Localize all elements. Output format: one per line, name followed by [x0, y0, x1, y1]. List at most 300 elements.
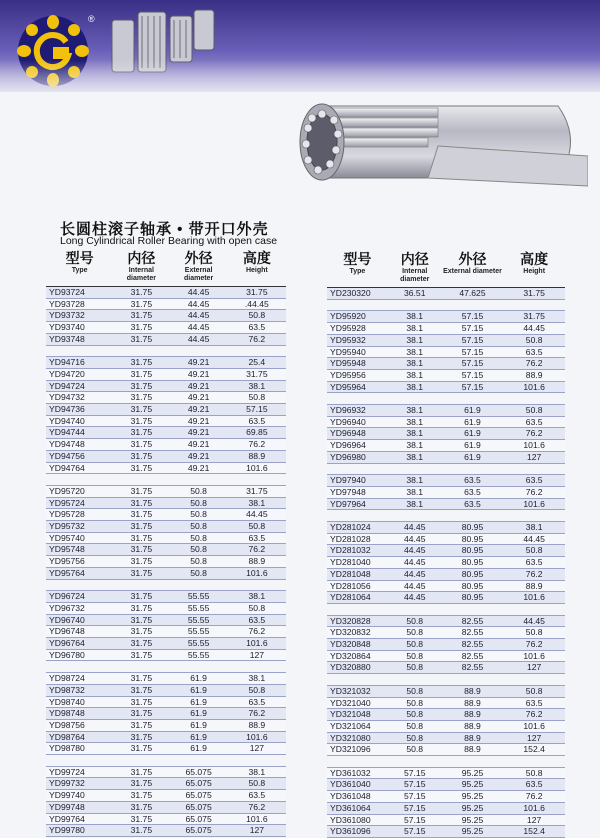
cell-type: YD96964 — [327, 440, 388, 452]
cell-type: YD98756 — [46, 719, 113, 731]
table-row — [327, 416, 565, 428]
cell-type: YD94740 — [46, 415, 113, 427]
table-row — [327, 697, 565, 709]
cell-height: 101.6 — [228, 813, 286, 825]
cell-external-diameter: 88.9 — [442, 744, 504, 756]
cell-height: 101.6 — [503, 498, 565, 510]
table-spacer-row — [327, 510, 565, 522]
table-row — [46, 708, 286, 720]
cell-type: YD281024 — [327, 522, 388, 534]
table-row — [46, 368, 286, 380]
cell-external-diameter: 50.8 — [169, 521, 227, 533]
cell-external-diameter: 65.075 — [169, 790, 227, 802]
cell-height: 31.75 — [503, 311, 565, 323]
cell-height: 88.9 — [228, 450, 286, 462]
table-row — [327, 627, 565, 639]
cell-height: 88.9 — [228, 556, 286, 568]
cell-type: YD95928 — [327, 323, 388, 335]
cell-internal-diameter: 31.75 — [113, 392, 169, 404]
cell-type: YD99724 — [46, 766, 113, 778]
cell-height: 63.5 — [228, 790, 286, 802]
table-spacer-row — [327, 674, 565, 686]
cell-height: 127 — [503, 662, 565, 674]
cell-height: 38.1 — [228, 380, 286, 392]
table-row — [327, 369, 565, 381]
cell-internal-diameter — [113, 474, 169, 486]
cell-internal-diameter — [113, 345, 169, 357]
cell-external-diameter: 88.9 — [442, 709, 504, 721]
table-row — [46, 731, 286, 743]
cell-internal-diameter: 31.75 — [113, 310, 169, 322]
cell-internal-diameter: 31.75 — [113, 626, 169, 638]
table-row — [46, 544, 286, 556]
table-row — [46, 287, 286, 299]
table-row — [46, 567, 286, 579]
cell-external-diameter: 82.55 — [442, 650, 504, 662]
cell-height: 88.9 — [503, 580, 565, 592]
cell-internal-diameter: 38.1 — [388, 358, 442, 370]
cell-external-diameter: 44.45 — [169, 298, 227, 310]
cell-internal-diameter — [388, 674, 442, 686]
cell-height — [228, 474, 286, 486]
table-row — [327, 323, 565, 335]
table-row — [46, 462, 286, 474]
cell-internal-diameter: 31.75 — [113, 333, 169, 345]
cell-height: 31.75 — [228, 287, 286, 299]
cell-external-diameter — [442, 756, 504, 768]
cell-type: YD95964 — [327, 381, 388, 393]
table-row — [327, 720, 565, 732]
cell-height — [228, 345, 286, 357]
cell-external-diameter: 49.21 — [169, 439, 227, 451]
cell-type — [46, 579, 113, 591]
table-row — [46, 684, 286, 696]
table-row — [327, 545, 565, 557]
cell-height: 127 — [503, 451, 565, 463]
cell-internal-diameter: 50.8 — [388, 639, 442, 651]
cell-type: YD94732 — [46, 392, 113, 404]
col-internal-header: 内径 Internal diameter — [388, 249, 442, 288]
cell-height: 44.45 — [503, 533, 565, 545]
cell-internal-diameter: 31.75 — [113, 404, 169, 416]
cell-external-diameter: 57.15 — [442, 334, 504, 346]
cell-external-diameter: 61.9 — [442, 428, 504, 440]
table-header-row — [46, 248, 286, 287]
cell-external-diameter — [169, 474, 227, 486]
col-external-header: 外径 External diameter — [169, 248, 227, 287]
cell-internal-diameter: 44.45 — [388, 533, 442, 545]
cell-external-diameter: 50.8 — [169, 567, 227, 579]
cell-type: YD321096 — [327, 744, 388, 756]
cell-external-diameter: 44.45 — [169, 310, 227, 322]
table-row — [46, 556, 286, 568]
table-row — [46, 696, 286, 708]
cell-type: YD96932 — [327, 405, 388, 417]
cell-internal-diameter: 31.75 — [113, 708, 169, 720]
table-row — [327, 346, 565, 358]
cell-external-diameter: 88.9 — [442, 720, 504, 732]
cell-internal-diameter: 31.75 — [113, 614, 169, 626]
cell-type: YD95732 — [46, 521, 113, 533]
cell-internal-diameter: 31.75 — [113, 450, 169, 462]
cell-internal-diameter: 50.8 — [388, 709, 442, 721]
cell-height: 101.6 — [503, 381, 565, 393]
cell-height: 31.75 — [228, 368, 286, 380]
cell-internal-diameter: 31.75 — [113, 731, 169, 743]
cell-external-diameter: 61.9 — [169, 731, 227, 743]
col-height-header: 高度 Height — [228, 248, 286, 287]
cell-internal-diameter: 38.1 — [388, 475, 442, 487]
table-spacer-row — [46, 474, 286, 486]
cell-type: YD95948 — [327, 358, 388, 370]
cell-external-diameter: 63.5 — [442, 475, 504, 487]
table-spacer-row — [46, 579, 286, 591]
cell-internal-diameter: 50.8 — [388, 732, 442, 744]
table-row — [327, 662, 565, 674]
cell-height: 76.2 — [228, 439, 286, 451]
cell-external-diameter — [442, 674, 504, 686]
cell-type: YD98764 — [46, 731, 113, 743]
cell-internal-diameter: 57.15 — [388, 791, 442, 803]
cell-internal-diameter: 31.75 — [113, 521, 169, 533]
cell-height: .44.45 — [228, 298, 286, 310]
cell-height: 50.8 — [503, 545, 565, 557]
cell-internal-diameter: 44.45 — [388, 545, 442, 557]
cell-height: 76.2 — [228, 544, 286, 556]
cell-external-diameter — [442, 463, 504, 475]
cell-external-diameter: 61.9 — [169, 708, 227, 720]
cell-external-diameter: 80.95 — [442, 533, 504, 545]
cell-type: YD98748 — [46, 708, 113, 720]
cell-internal-diameter: 31.75 — [113, 322, 169, 334]
cell-internal-diameter: 38.1 — [388, 486, 442, 498]
cell-internal-diameter: 50.8 — [388, 650, 442, 662]
cell-external-diameter: 57.15 — [442, 358, 504, 370]
cell-external-diameter: 49.21 — [169, 462, 227, 474]
table-row — [46, 380, 286, 392]
right-spec-table — [327, 249, 565, 838]
table-row — [46, 333, 286, 345]
cell-height: 101.6 — [228, 567, 286, 579]
table-spacer-row — [327, 603, 565, 615]
cell-height: 152.4 — [503, 744, 565, 756]
header-banner — [0, 0, 600, 92]
cell-external-diameter: 55.55 — [169, 638, 227, 650]
cell-external-diameter: 55.55 — [169, 626, 227, 638]
cell-type: YD321040 — [327, 697, 388, 709]
cell-type: YD99764 — [46, 813, 113, 825]
cell-external-diameter: 50.8 — [169, 532, 227, 544]
cell-type — [327, 603, 388, 615]
cell-external-diameter: 95.25 — [442, 802, 504, 814]
table-row — [46, 532, 286, 544]
table-row — [46, 521, 286, 533]
table-spacer-row — [327, 756, 565, 768]
cell-type: YD97964 — [327, 498, 388, 510]
cell-type: YD361032 — [327, 767, 388, 779]
table-row — [46, 719, 286, 731]
cell-internal-diameter: 31.75 — [113, 357, 169, 369]
table-spacer-row — [327, 463, 565, 475]
cell-type: YD98732 — [46, 684, 113, 696]
cell-type: YD94720 — [46, 368, 113, 380]
cell-internal-diameter: 31.75 — [113, 509, 169, 521]
table-row — [327, 334, 565, 346]
table-row — [46, 404, 286, 416]
cell-type: YD361096 — [327, 826, 388, 838]
cell-type: YD98740 — [46, 696, 113, 708]
registered-mark: ® — [88, 14, 95, 24]
cell-internal-diameter: 38.1 — [388, 369, 442, 381]
cell-external-diameter: 63.5 — [442, 498, 504, 510]
table-row — [46, 439, 286, 451]
table-row — [46, 602, 286, 614]
cell-type — [46, 661, 113, 673]
cell-type: YD96732 — [46, 602, 113, 614]
cell-height: 38.1 — [228, 673, 286, 685]
cell-height: 127 — [228, 743, 286, 755]
cell-type: YD94724 — [46, 380, 113, 392]
cell-height — [503, 603, 565, 615]
cell-type: YD230320 — [327, 288, 388, 300]
cell-type: YD96948 — [327, 428, 388, 440]
table-row — [46, 766, 286, 778]
cell-external-diameter: 50.8 — [169, 485, 227, 497]
cell-external-diameter: 80.95 — [442, 522, 504, 534]
cell-height: 63.5 — [228, 532, 286, 544]
table-spacer-row — [46, 661, 286, 673]
cell-internal-diameter — [113, 661, 169, 673]
cell-type: YD93724 — [46, 287, 113, 299]
cell-height: 88.9 — [503, 369, 565, 381]
cell-height — [503, 756, 565, 768]
cell-height: 76.2 — [503, 428, 565, 440]
cell-external-diameter: 65.075 — [169, 801, 227, 813]
cell-internal-diameter: 31.75 — [113, 485, 169, 497]
cell-height — [503, 393, 565, 405]
cell-external-diameter: 65.075 — [169, 778, 227, 790]
cell-type: YD321080 — [327, 732, 388, 744]
cell-height: 63.5 — [503, 697, 565, 709]
table-row — [46, 415, 286, 427]
cell-internal-diameter: 57.15 — [388, 802, 442, 814]
cell-type: YD95940 — [327, 346, 388, 358]
cell-type — [327, 674, 388, 686]
cell-external-diameter: 61.9 — [442, 405, 504, 417]
table-row — [327, 779, 565, 791]
cell-external-diameter: 50.8 — [169, 556, 227, 568]
cell-type: YD361040 — [327, 779, 388, 791]
cell-external-diameter: 95.25 — [442, 767, 504, 779]
cell-height: 38.1 — [228, 497, 286, 509]
cell-internal-diameter: 31.75 — [113, 638, 169, 650]
cell-internal-diameter: 38.1 — [388, 428, 442, 440]
cell-height: 38.1 — [228, 591, 286, 603]
cell-type: YD361080 — [327, 814, 388, 826]
cell-internal-diameter: 31.75 — [113, 462, 169, 474]
cell-external-diameter: 61.9 — [169, 684, 227, 696]
table-row — [327, 802, 565, 814]
cell-type: YD99732 — [46, 778, 113, 790]
cell-external-diameter — [442, 603, 504, 615]
cell-type: YD93728 — [46, 298, 113, 310]
cell-type: YD94716 — [46, 357, 113, 369]
cell-height: 44.45 — [503, 615, 565, 627]
cell-external-diameter: 44.45 — [169, 322, 227, 334]
cell-external-diameter: 57.15 — [442, 381, 504, 393]
cell-type: YD320864 — [327, 650, 388, 662]
cell-external-diameter: 95.25 — [442, 791, 504, 803]
cell-type: YD361064 — [327, 802, 388, 814]
cell-internal-diameter: 57.15 — [388, 826, 442, 838]
table-row — [327, 580, 565, 592]
cell-type — [327, 756, 388, 768]
cell-external-diameter: 82.55 — [442, 639, 504, 651]
cell-internal-diameter: 31.75 — [113, 298, 169, 310]
cell-height: 101.6 — [503, 650, 565, 662]
table-spacer-row — [327, 299, 565, 311]
cell-external-diameter: 65.075 — [169, 813, 227, 825]
cell-type — [327, 299, 388, 311]
cell-external-diameter: 80.95 — [442, 592, 504, 604]
cell-internal-diameter: 31.75 — [113, 813, 169, 825]
cell-external-diameter: 50.8 — [169, 497, 227, 509]
cell-type: YD320832 — [327, 627, 388, 639]
cell-external-diameter: 95.25 — [442, 826, 504, 838]
cell-type: YD93748 — [46, 333, 113, 345]
cell-internal-diameter: 31.75 — [113, 649, 169, 661]
cell-external-diameter: 95.25 — [442, 779, 504, 791]
cell-type: YD320880 — [327, 662, 388, 674]
page-title-en: Long Cylindrical Roller Bearing with open case — [60, 235, 278, 247]
cell-internal-diameter: 50.8 — [388, 697, 442, 709]
table-row — [46, 310, 286, 322]
table-row — [46, 485, 286, 497]
cell-internal-diameter: 38.1 — [388, 440, 442, 452]
cell-external-diameter: 49.21 — [169, 415, 227, 427]
cell-internal-diameter — [388, 510, 442, 522]
table-row — [327, 498, 565, 510]
cell-height: 38.1 — [503, 522, 565, 534]
cell-type: YD97948 — [327, 486, 388, 498]
left-spec-table — [46, 248, 286, 837]
cell-external-diameter: 61.9 — [169, 719, 227, 731]
cell-internal-diameter — [388, 393, 442, 405]
cell-internal-diameter: 50.8 — [388, 720, 442, 732]
page-title-cn: 长圆柱滚子轴承 • 带开口外壳 — [60, 221, 269, 238]
table-row — [327, 451, 565, 463]
cell-external-diameter: 49.21 — [169, 392, 227, 404]
cell-height: 76.2 — [503, 568, 565, 580]
cell-height — [228, 661, 286, 673]
cell-height — [228, 579, 286, 591]
table-row — [327, 568, 565, 580]
table-row — [46, 801, 286, 813]
cell-type: YD98780 — [46, 743, 113, 755]
table-row — [327, 615, 565, 627]
cell-type: YD95720 — [46, 485, 113, 497]
cell-type: YD99780 — [46, 825, 113, 837]
col-external-header: 外径 External diameter — [442, 249, 504, 288]
table-header-row — [327, 249, 565, 288]
table-row — [327, 744, 565, 756]
cell-height: 101.6 — [228, 731, 286, 743]
cell-height: 63.5 — [503, 416, 565, 428]
cell-height: 63.5 — [228, 696, 286, 708]
cell-height: 76.2 — [228, 333, 286, 345]
cell-internal-diameter: 31.75 — [113, 439, 169, 451]
cell-height: 101.6 — [503, 592, 565, 604]
cell-height: 101.6 — [503, 802, 565, 814]
cell-external-diameter: 55.55 — [169, 649, 227, 661]
table-row — [46, 497, 286, 509]
cell-height: 50.8 — [228, 392, 286, 404]
cell-type: YD95740 — [46, 532, 113, 544]
cell-internal-diameter: 31.75 — [113, 532, 169, 544]
cell-external-diameter: 61.9 — [442, 440, 504, 452]
cell-height: 152.4 — [503, 826, 565, 838]
cell-internal-diameter: 38.1 — [388, 334, 442, 346]
cell-height: 101.6 — [228, 462, 286, 474]
cell-height: 76.2 — [503, 791, 565, 803]
table-spacer-row — [327, 393, 565, 405]
table-row — [46, 673, 286, 685]
cell-internal-diameter: 36.51 — [388, 288, 442, 300]
cell-type: YD96940 — [327, 416, 388, 428]
table-row — [46, 392, 286, 404]
table-row — [327, 381, 565, 393]
cell-type: YD96724 — [46, 591, 113, 603]
cell-type: YD98724 — [46, 673, 113, 685]
cell-type: YD320828 — [327, 615, 388, 627]
cell-type: YD281056 — [327, 580, 388, 592]
cell-internal-diameter: 57.15 — [388, 767, 442, 779]
cell-internal-diameter: 31.75 — [113, 427, 169, 439]
cell-type — [46, 345, 113, 357]
cell-internal-diameter — [388, 756, 442, 768]
cell-internal-diameter: 38.1 — [388, 311, 442, 323]
cell-type: YD361048 — [327, 791, 388, 803]
cell-external-diameter: 80.95 — [442, 568, 504, 580]
table-row — [46, 614, 286, 626]
cell-type: YD93732 — [46, 310, 113, 322]
cell-height: 31.75 — [503, 288, 565, 300]
cell-internal-diameter: 31.75 — [113, 602, 169, 614]
cell-internal-diameter: 38.1 — [388, 405, 442, 417]
table-row — [327, 814, 565, 826]
table-row — [327, 440, 565, 452]
cell-type — [327, 510, 388, 522]
cell-internal-diameter: 44.45 — [388, 568, 442, 580]
cell-internal-diameter: 31.75 — [113, 766, 169, 778]
cell-external-diameter: 57.15 — [442, 311, 504, 323]
cell-height: 50.8 — [503, 405, 565, 417]
cell-internal-diameter — [388, 299, 442, 311]
cell-external-diameter: 82.55 — [442, 615, 504, 627]
cell-internal-diameter: 44.45 — [388, 580, 442, 592]
cell-type: YD96748 — [46, 626, 113, 638]
cell-height: 63.5 — [503, 557, 565, 569]
cell-internal-diameter: 50.8 — [388, 744, 442, 756]
cell-internal-diameter: 57.15 — [388, 814, 442, 826]
cell-height — [503, 510, 565, 522]
table-spacer-row — [46, 345, 286, 357]
table-row — [46, 357, 286, 369]
bearing-illustration — [288, 86, 588, 196]
cell-type — [46, 474, 113, 486]
cell-type — [46, 755, 113, 767]
table-row — [327, 475, 565, 487]
